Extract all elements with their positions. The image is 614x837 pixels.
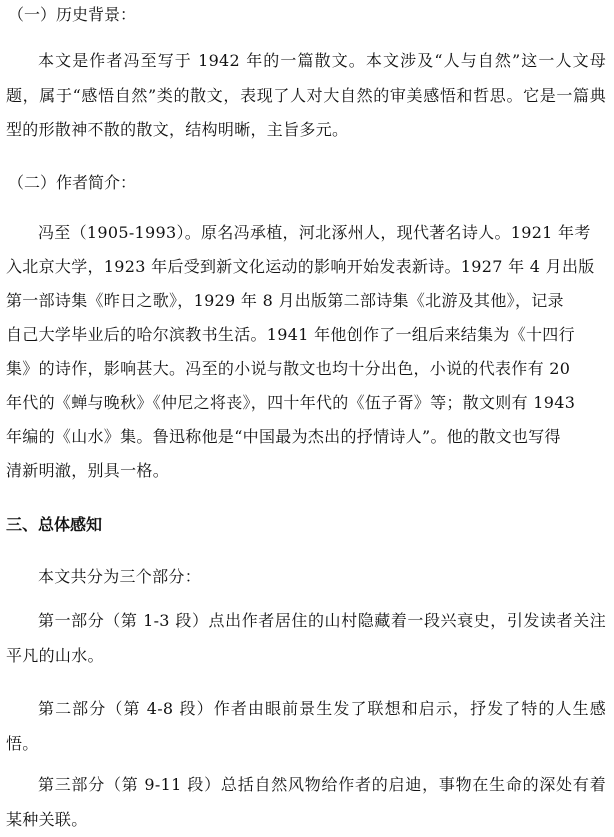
author-line: 年代的《蝉与晚秋》《仲尼之将丧》，四十年代的《伍子胥》等；散文则有 1943 <box>6 393 576 412</box>
section-heading-author: （二）作者简介： <box>8 173 137 192</box>
author-line: 冯至（1905-1993）。原名冯承植，河北涿州人，现代著名诗人。1921 年考 <box>38 223 591 242</box>
author-line: 第一部诗集《昨日之歌》，1929 年 8 月出版第二部诗集《北游及其他》，记录 <box>6 291 564 310</box>
paragraph-history: 本文是作者冯至写于 1942 年的一篇散文。本文涉及“人与自然”这一人文母题，属于“感悟自然”类的散文，表现了人对大自然的审美感悟和哲思。它是一篇典型的形散神不散的散文，结构明晰，主旨多元。 <box>6 51 606 139</box>
section-heading-overview: 三、总体感知 <box>6 515 103 534</box>
overview-part-1: 第一部分（第 1-3 段）点出作者居住的山村隐藏着一段兴衰史，引发读者关注平凡的山水。 <box>6 611 606 665</box>
author-line: 年编的《山水》集。鲁迅称他是“中国最为杰出的抒情诗人”。他的散文也写得 <box>6 427 561 446</box>
overview-part-3: 第三部分（第 9-11 段）总括自然风物给作者的启迪，事物在生命的深处有着某种关联。 <box>6 775 606 829</box>
section-heading-history: （一）历史背景： <box>8 5 137 24</box>
overview-intro: 本文共分为三个部分： <box>38 567 202 586</box>
author-line: 清新明澈，别具一格。 <box>6 461 170 480</box>
author-line: 自己大学毕业后的哈尔滨教书生活。1941 年他创作了一组后来结集为《十四行 <box>6 325 575 344</box>
author-line: 集》的诗作，影响甚大。冯至的小说与散文也均十分出色，小说的代表作有 20 <box>6 359 571 378</box>
overview-part-2: 第二部分（第 4-8 段）作者由眼前景生发了联想和启示，抒发了特的人生感悟。 <box>6 699 606 753</box>
author-line: 入北京大学，1923 年后受到新文化运动的影响开始发表新诗。1927 年 4 月出版 <box>6 257 595 276</box>
paragraph-author <box>6 216 606 488</box>
